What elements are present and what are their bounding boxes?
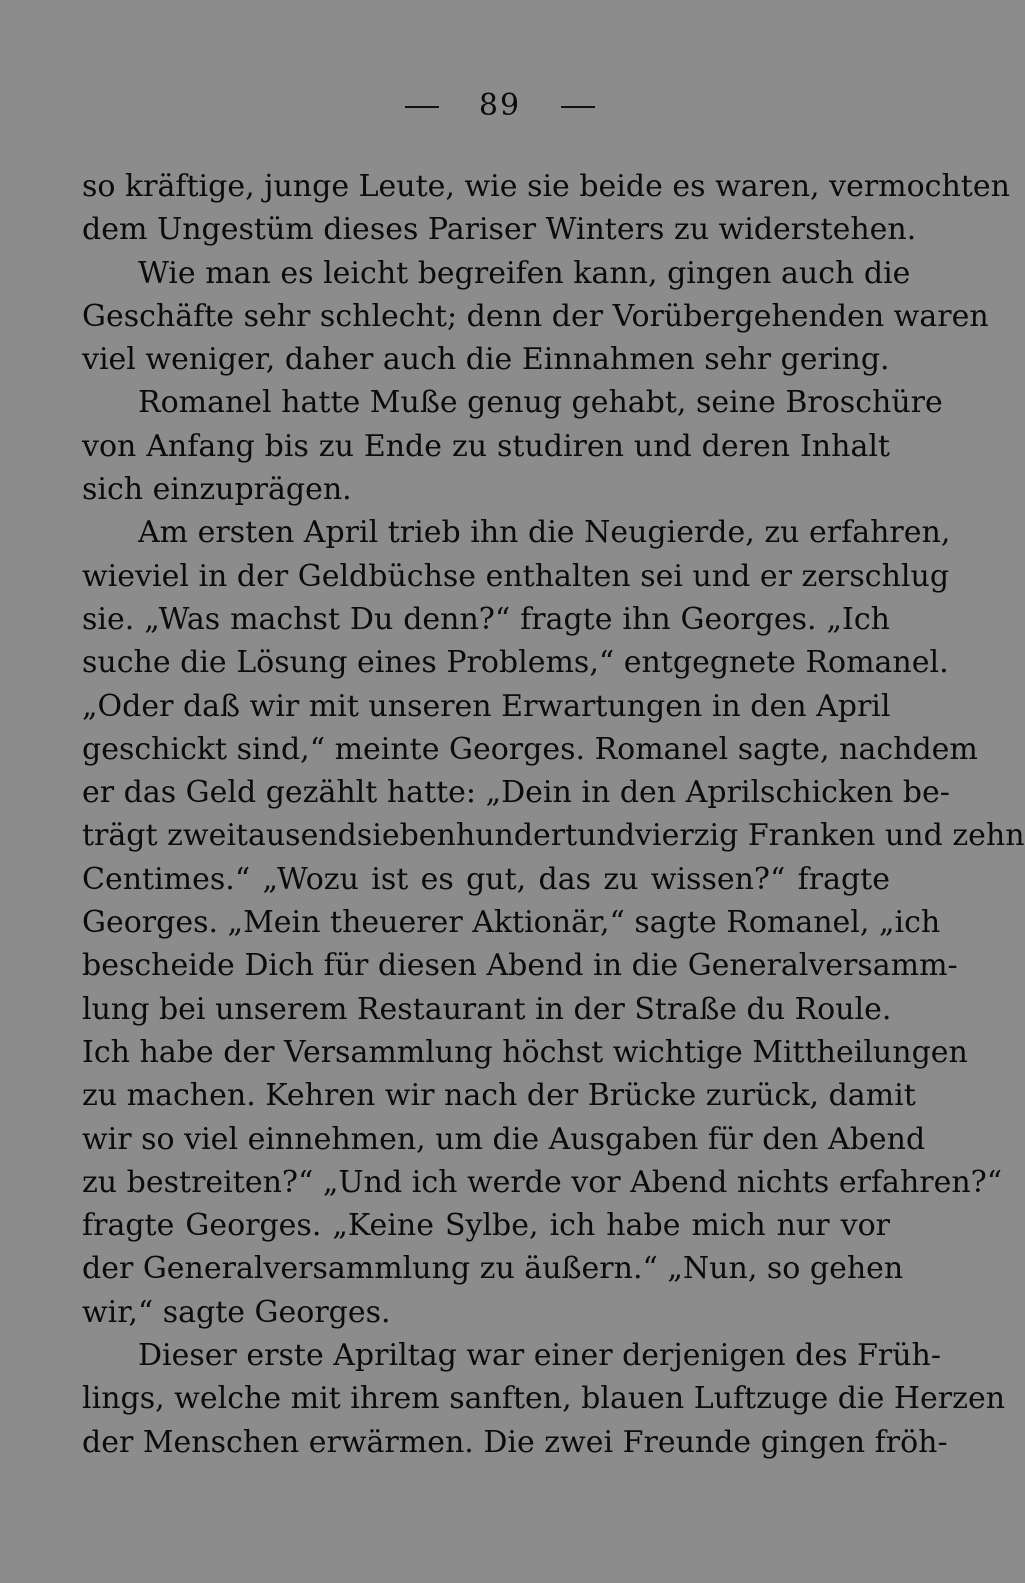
text-line: Georges. „Mein theuerer Aktionär,“ sagte Romanel, „ich bbox=[82, 905, 941, 941]
text-line: Ich habe der Versammlung höchst wichtige Mittheilungen bbox=[82, 1034, 968, 1070]
text-line: bescheide Dich für diesen Abend in die Generalversamm- bbox=[82, 948, 958, 984]
text-line: trägt zweitausendsiebenhundertundvierzig Franken und zehn bbox=[82, 818, 1025, 854]
text-line: wir,“ sagte Georges. bbox=[82, 1294, 391, 1330]
text-line: Dieser erste Apriltag war einer derjenigen des Früh- bbox=[138, 1338, 941, 1374]
text-line: Am ersten April trieb ihn die Neugierde, zu erfahren, bbox=[138, 515, 951, 551]
header-dash-right bbox=[561, 106, 595, 108]
text-line: dem Ungestüm dieses Pariser Winters zu widerstehen. bbox=[82, 212, 917, 248]
text-line: Wie man es leicht begreifen kann, gingen auch die bbox=[138, 255, 911, 291]
text-line: der Generalversammlung zu äußern.“ „Nun, so gehen bbox=[82, 1251, 904, 1287]
text-line: suche die Lösung eines Problems,“ entgegnete Romanel. bbox=[82, 645, 949, 681]
page-header bbox=[0, 88, 1000, 123]
text-line: so kräftige, junge Leute, wie sie beide es waren, vermochten bbox=[82, 169, 1010, 204]
text-line: viel weniger, daher auch die Einnahmen sehr gering. bbox=[82, 342, 890, 378]
text-line: wir so viel einnehmen, um die Ausgaben für den Abend bbox=[82, 1121, 926, 1157]
text-line: wieviel in der Geldbüchse enthalten sei und er zerschlug bbox=[82, 558, 950, 594]
text-line: lings, welche mit ihrem sanften, blauen Luftzuge die Herzen bbox=[82, 1381, 1006, 1417]
text-line: sich einzuprägen. bbox=[82, 472, 352, 508]
text-line: Geschäfte sehr schlecht; denn der Vorübergehenden waren bbox=[82, 298, 989, 334]
text-line: Centimes.“ „Wozu ist es gut, das zu wissen?“ fragte bbox=[82, 861, 890, 897]
text-line: geschickt sind,“ meinte Georges. Romanel sagte, nachdem bbox=[82, 731, 978, 767]
text-line: von Anfang bis zu Ende zu studiren und deren Inhalt bbox=[82, 428, 890, 464]
body-text bbox=[82, 165, 1025, 1464]
text-line: zu machen. Kehren wir nach der Brücke zurück, damit bbox=[82, 1078, 916, 1114]
page-number: 89 bbox=[478, 88, 522, 123]
text-line: zu bestreiten?“ „Und ich werde vor Abend nichts erfahren?“ bbox=[82, 1164, 1003, 1200]
text-line: fragte Georges. „Keine Sylbe, ich habe mich nur vor bbox=[82, 1208, 890, 1244]
text-line: Romanel hatte Muße genug gehabt, seine Broschüre bbox=[138, 385, 943, 421]
text-line: sie. „Was machst Du denn?“ fragte ihn Georges. „Ich bbox=[82, 601, 890, 637]
text-line: lung bei unserem Restaurant in der Straße du Roule. bbox=[82, 991, 892, 1027]
text-line: „Oder daß wir mit unseren Erwartungen in den April bbox=[82, 688, 891, 724]
text-line: er das Geld gezählt hatte: „Dein in den Aprilschicken be- bbox=[82, 775, 950, 811]
text-line: der Menschen erwärmen. Die zwei Freunde gingen fröh- bbox=[82, 1424, 948, 1460]
header-dash-left bbox=[405, 106, 439, 108]
